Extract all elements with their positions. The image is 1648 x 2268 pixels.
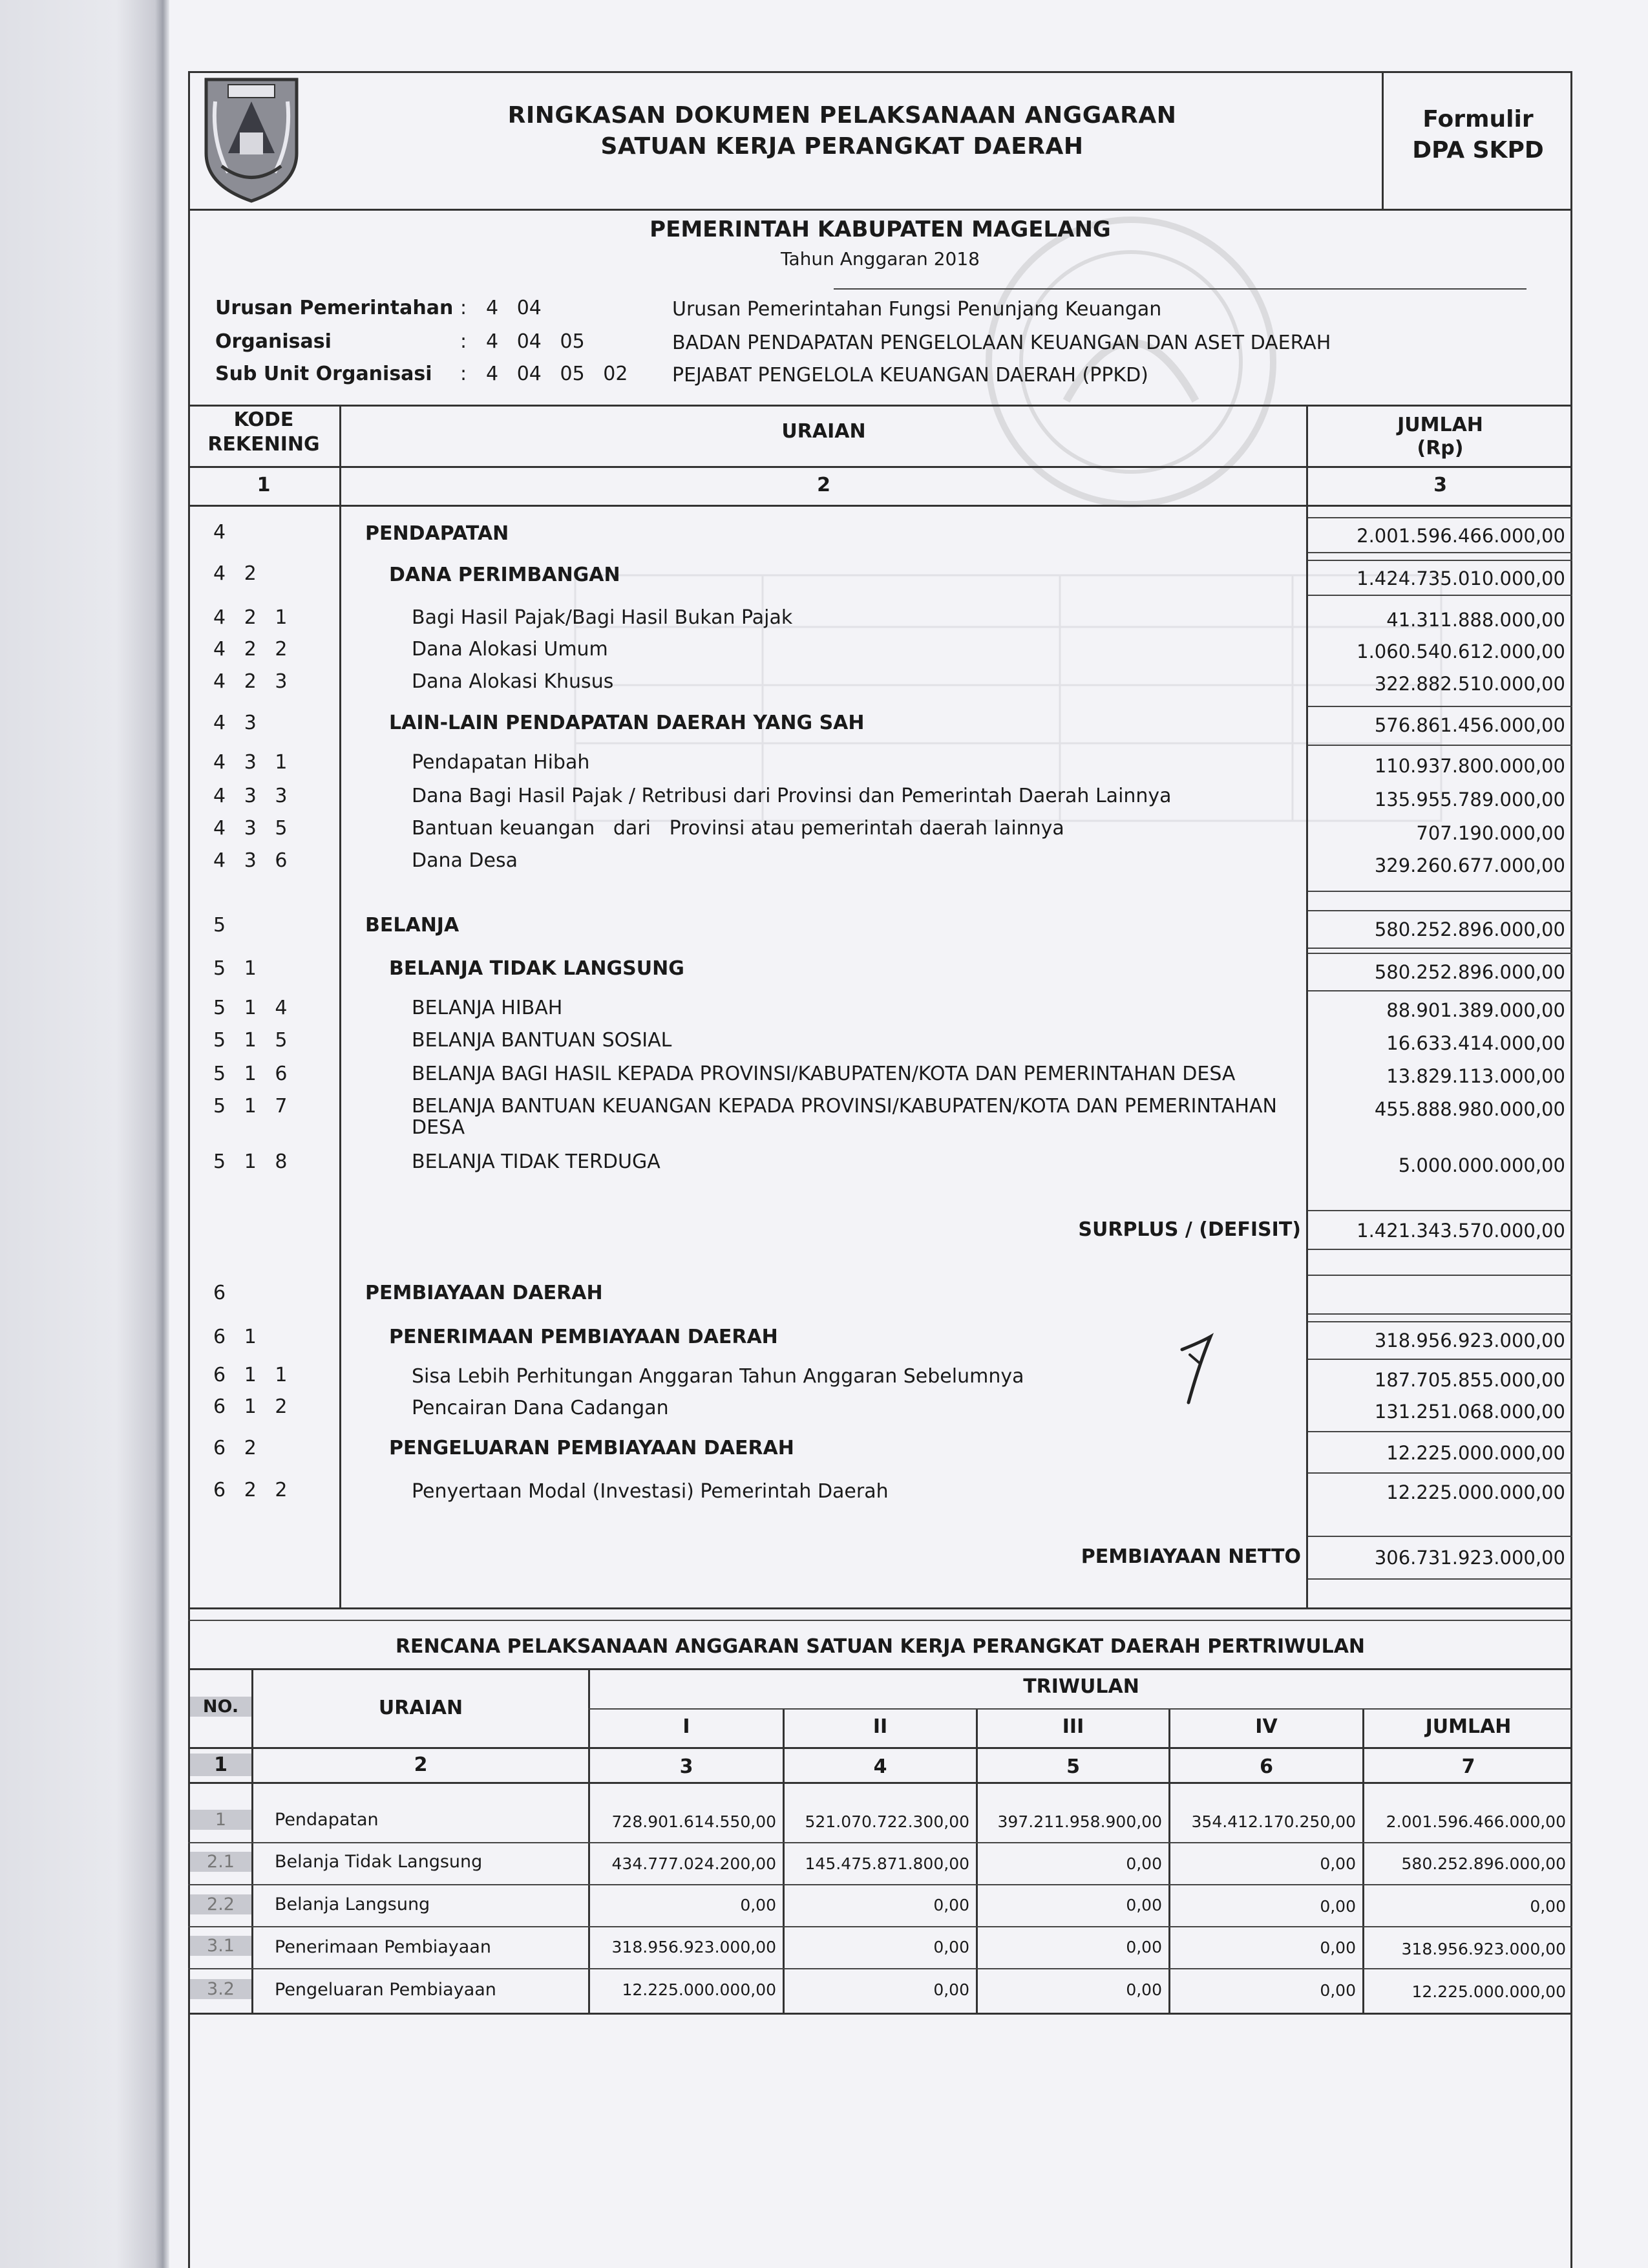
- row-amount: 88.901.389.000,00: [1386, 999, 1565, 1021]
- q-row-rule: [188, 1884, 1572, 1885]
- kabupaten-magelang-emblem: [202, 76, 301, 204]
- budget-year: Tahun Anggaran 2018: [781, 248, 980, 270]
- q-row-no: 2.1: [190, 1852, 251, 1872]
- info-code-urusan: 4 04: [486, 297, 542, 319]
- q-col-i: I: [682, 1715, 690, 1738]
- row-desc: Pendapatan Hibah: [412, 751, 590, 774]
- q-row-total: 0,00: [1530, 1897, 1566, 1916]
- q-row-rule: [188, 1968, 1572, 1969]
- row-amount: 131.251.068.000,00: [1374, 1401, 1565, 1423]
- row-code: 4 3 3: [213, 785, 288, 807]
- q-row-q2: 521.070.722.300,00: [805, 1812, 969, 1831]
- government-name: PEMERINTAH KABUPATEN MAGELANG: [650, 217, 1111, 242]
- row-code: 6 2: [213, 1437, 257, 1459]
- q-body-rule: [188, 1782, 1572, 1784]
- row-desc: BELANJA TIDAK TERDUGA: [412, 1150, 660, 1173]
- row-desc: PENERIMAAN PEMBIAYAAN DAERAH: [389, 1326, 778, 1348]
- info-desc-sub-unit: PEJABAT PENGELOLA KEUANGAN DAERAH (PPKD): [672, 364, 1148, 387]
- row-desc: BELANJA BANTUAN KEUANGAN KEPADA PROVINSI/KABUPATEN/KOTA DAN PEMERINTAHAN: [412, 1095, 1277, 1118]
- row-desc: Bantuan keuangan dari Provinsi atau pemerintah daerah lainnya: [412, 817, 1064, 840]
- col-jumlah-line2: (Rp): [1417, 437, 1464, 460]
- row-amount: 16.633.414.000,00: [1386, 1032, 1565, 1054]
- q-row-total: 2.001.596.466.000,00: [1386, 1812, 1566, 1831]
- row-amount: 13.829.113.000,00: [1386, 1065, 1565, 1087]
- col-kode-line1: KODE: [233, 408, 294, 431]
- q-col-iii: III: [1062, 1715, 1084, 1738]
- q-row-q3: 397.211.958.900,00: [997, 1812, 1162, 1831]
- row-amount: 707.190.000,00: [1416, 822, 1565, 844]
- netto-label: PEMBIAYAAN NETTO: [1081, 1545, 1301, 1568]
- row-desc: Pencairan Dana Cadangan: [412, 1397, 669, 1419]
- row-amount: 329.260.677.000,00: [1374, 854, 1565, 876]
- q-row-q4: 354.412.170.250,00: [1191, 1812, 1356, 1831]
- surplus-amount: 1.421.343.570.000,00: [1357, 1220, 1565, 1242]
- col-jumlah-line1: JUMLAH: [1397, 414, 1483, 436]
- row-amount: 187.705.855.000,00: [1374, 1369, 1565, 1391]
- q-num: 3: [679, 1755, 693, 1778]
- row-code: 5: [213, 914, 226, 937]
- col-num-2: 2: [817, 474, 830, 496]
- q-row-q3: 0,00: [1126, 1938, 1162, 1956]
- row-amount: 576.861.456.000,00: [1374, 714, 1565, 736]
- q-row-q4: 0,00: [1320, 1897, 1356, 1916]
- row-amount: 41.311.888.000,00: [1386, 609, 1565, 631]
- q-row-q3: 0,00: [1126, 1854, 1162, 1873]
- row-code: 4 3: [213, 712, 257, 734]
- info-desc-organisasi: BADAN PENDAPATAN PENGELOLAAN KEUANGAN DAN ASET DAERAH: [672, 332, 1331, 354]
- q-col-jumlah: JUMLAH: [1425, 1715, 1512, 1738]
- row-code: 6 2 2: [213, 1479, 288, 1501]
- info-label-organisasi: Organisasi: [215, 330, 332, 353]
- q-row-q2: 0,00: [933, 1938, 969, 1956]
- row-desc: Bagi Hasil Pajak/Bagi Hasil Bukan Pajak: [412, 606, 793, 629]
- row-amount: 110.937.800.000,00: [1374, 755, 1565, 777]
- row-code: 5 1 5: [213, 1029, 288, 1052]
- row-code: 5 1 8: [213, 1150, 288, 1173]
- row-desc: BELANJA HIBAH: [412, 997, 563, 1019]
- row-amount: 580.252.896.000,00: [1374, 961, 1565, 983]
- q-head-rule: [188, 1747, 1572, 1749]
- row-code: 4 2 3: [213, 670, 288, 693]
- row-desc: BELANJA BANTUAN SOSIAL: [412, 1029, 672, 1052]
- q-row-q1: 318.956.923.000,00: [611, 1938, 776, 1956]
- q-row-uraian: Penerimaan Pembiayaan: [275, 1937, 491, 1957]
- q-row-total: 580.252.896.000,00: [1401, 1854, 1566, 1873]
- q-col-no: NO.: [190, 1697, 251, 1717]
- info-desc-urusan: Urusan Pemerintahan Fungsi Penunjang Keuangan: [672, 298, 1162, 321]
- binder-margin: [0, 0, 169, 2268]
- q-col-divider: [251, 1668, 253, 2013]
- form-label: Formulir: [1422, 106, 1534, 132]
- row-desc: DANA PERIMBANGAN: [389, 564, 620, 586]
- row-amount: 12.225.000.000,00: [1386, 1442, 1565, 1464]
- row-code: 4 2 1: [213, 606, 288, 629]
- row-code: 6 1: [213, 1326, 257, 1348]
- q-num: 1: [190, 1754, 251, 1776]
- q-triwulan-rule: [588, 1708, 1572, 1710]
- document-title-line2: SATUAN KERJA PERANGKAT DAERAH: [600, 133, 1084, 160]
- surplus-label: SURPLUS / (DEFISIT): [1078, 1218, 1301, 1241]
- q-col-triwulan: TRIWULAN: [1023, 1675, 1139, 1698]
- row-amount: 455.888.980.000,00: [1374, 1098, 1565, 1120]
- q-col-ii: II: [872, 1715, 888, 1738]
- row-code: 4 3 1: [213, 751, 288, 774]
- row-desc: Dana Alokasi Khusus: [412, 670, 614, 693]
- row-code: 4 2 2: [213, 638, 288, 661]
- row-amount: 5.000.000.000,00: [1398, 1154, 1565, 1176]
- q-row-uraian: Pendapatan: [275, 1810, 379, 1830]
- q-row-no: 3.2: [190, 1979, 251, 1999]
- q-col-uraian: URAIAN: [378, 1697, 463, 1719]
- q-num: 6: [1260, 1755, 1273, 1778]
- info-colon-sub-unit: :: [460, 363, 467, 385]
- info-label-urusan: Urusan Pemerintahan: [215, 297, 454, 319]
- q-row-q2: 0,00: [933, 1980, 969, 1999]
- row-desc: PEMBIAYAAN DAERAH: [365, 1282, 603, 1304]
- row-code: 4 3 6: [213, 849, 288, 872]
- row-code: 4 2: [213, 562, 257, 585]
- row-desc: BELANJA BAGI HASIL KEPADA PROVINSI/KABUPATEN/KOTA DAN PEMERINTAHAN DESA: [412, 1063, 1236, 1085]
- q-row-rule: [188, 1926, 1572, 1927]
- q-row-no: 2.2: [190, 1894, 251, 1914]
- q-row-q1: 0,00: [740, 1896, 776, 1914]
- row-desc: Penyertaan Modal (Investasi) Pemerintah Daerah: [412, 1480, 889, 1503]
- row-desc: Sisa Lebih Perhitungan Anggaran Tahun Anggaran Sebelumnya: [412, 1365, 1024, 1388]
- row-code: 5 1 4: [213, 997, 288, 1019]
- q-row-q1: 12.225.000.000,00: [622, 1980, 776, 1999]
- info-code-sub-unit: 4 04 05 02: [486, 363, 628, 385]
- row-code: 6 1 1: [213, 1364, 288, 1386]
- row-code: 6 1 2: [213, 1395, 288, 1418]
- table-bottom-rule: [188, 1607, 1572, 1609]
- q-row-q1: 728.901.614.550,00: [611, 1812, 776, 1831]
- q-row-q3: 0,00: [1126, 1896, 1162, 1914]
- q-row-rule: [188, 1842, 1572, 1843]
- table-top-rule: [188, 405, 1572, 407]
- col-kode-line2: REKENING: [207, 433, 320, 456]
- row-amount: 318.956.923.000,00: [1374, 1330, 1565, 1351]
- q-num: 5: [1066, 1755, 1080, 1778]
- row-amount: 1.424.735.010.000,00: [1357, 567, 1565, 589]
- row-desc: Dana Bagi Hasil Pajak / Retribusi dari Provinsi dan Pemerintah Daerah Lainnya: [412, 785, 1172, 807]
- row-amount: 580.252.896.000,00: [1374, 918, 1565, 940]
- q-row-q2: 0,00: [933, 1896, 969, 1914]
- row-amount: 2.001.596.466.000,00: [1357, 525, 1565, 547]
- info-code-organisasi: 4 04 05: [486, 330, 585, 353]
- row-code: 6: [213, 1282, 226, 1304]
- q-col-iv: IV: [1255, 1715, 1278, 1738]
- q-num: 4: [873, 1755, 887, 1778]
- q-row-no: 1: [190, 1810, 251, 1830]
- row-code: 4: [213, 521, 226, 544]
- q-row-q2: 145.475.871.800,00: [805, 1854, 969, 1873]
- row-desc: LAIN-LAIN PENDAPATAN DAERAH YANG SAH: [389, 712, 865, 734]
- quarterly-bottom-rule: [188, 2013, 1572, 2015]
- document-title-line1: RINGKASAN DOKUMEN PELAKSANAAN ANGGARAN: [507, 102, 1177, 129]
- q-row-q4: 0,00: [1320, 1981, 1356, 2000]
- row-desc: Dana Alokasi Umum: [412, 638, 608, 661]
- section-rule: [1308, 1275, 1572, 1276]
- row-desc: BELANJA TIDAK LANGSUNG: [389, 957, 684, 980]
- row-amount: 12.225.000.000,00: [1386, 1481, 1565, 1503]
- table-head-rule: [188, 466, 1572, 468]
- row-amount: 135.955.789.000,00: [1374, 789, 1565, 811]
- q-row-q4: 0,00: [1320, 1938, 1356, 1957]
- col-uraian: URAIAN: [781, 420, 866, 443]
- handwritten-initial: [1173, 1333, 1218, 1410]
- section-rule: [1308, 891, 1572, 892]
- section-rule: [1308, 1313, 1572, 1315]
- row-amount: 1.060.540.612.000,00: [1357, 641, 1565, 662]
- quarterly-title: RENCANA PELAKSANAAN ANGGARAN SATUAN KERJA PERANGKAT DAERAH PERTRIWULAN: [395, 1635, 1366, 1658]
- row-amount: 322.882.510.000,00: [1374, 673, 1565, 695]
- q-row-no: 3.1: [190, 1936, 251, 1956]
- table-col-divider-1: [339, 405, 341, 1609]
- q-row-total: 12.225.000.000,00: [1411, 1982, 1566, 2001]
- q-num: 2: [414, 1754, 428, 1776]
- info-label-sub-unit: Sub Unit Organisasi: [215, 363, 432, 385]
- row-desc: Dana Desa: [412, 849, 518, 872]
- stamp-underline: [834, 288, 1527, 290]
- q-row-total: 318.956.923.000,00: [1401, 1940, 1566, 1958]
- q-row-uraian: Belanja Langsung: [275, 1894, 430, 1914]
- col-num-1: 1: [257, 474, 271, 496]
- row-code: 5 1: [213, 957, 257, 980]
- info-colon-organisasi: :: [460, 330, 467, 353]
- q-row-q3: 0,00: [1126, 1980, 1162, 1999]
- q-row-uraian: Belanja Tidak Langsung: [275, 1852, 483, 1872]
- netto-amount: 306.731.923.000,00: [1374, 1547, 1565, 1569]
- form-code: DPA SKPD: [1412, 137, 1544, 164]
- row-desc: PENDAPATAN: [365, 522, 509, 545]
- q-row-uraian: Pengeluaran Pembiayaan: [275, 1980, 496, 2000]
- row-code: 5 1 7: [213, 1095, 288, 1118]
- section-separator: [188, 1620, 1572, 1621]
- info-colon-urusan: :: [460, 297, 467, 319]
- q-row-q1: 434.777.024.200,00: [611, 1854, 776, 1873]
- row-code: 4 3 5: [213, 817, 288, 840]
- row-desc: PENGELUARAN PEMBIAYAAN DAERAH: [389, 1437, 794, 1459]
- q-num: 7: [1461, 1755, 1475, 1778]
- row-code: 5 1 6: [213, 1063, 288, 1085]
- col-num-3: 3: [1433, 474, 1447, 496]
- row-desc: BELANJA: [365, 914, 460, 937]
- row-desc-continued: DESA: [412, 1116, 465, 1139]
- quarterly-top-rule: [188, 1668, 1572, 1670]
- table-body-rule: [188, 505, 1572, 507]
- q-row-q4: 0,00: [1320, 1854, 1356, 1873]
- header-rule: [188, 209, 1572, 211]
